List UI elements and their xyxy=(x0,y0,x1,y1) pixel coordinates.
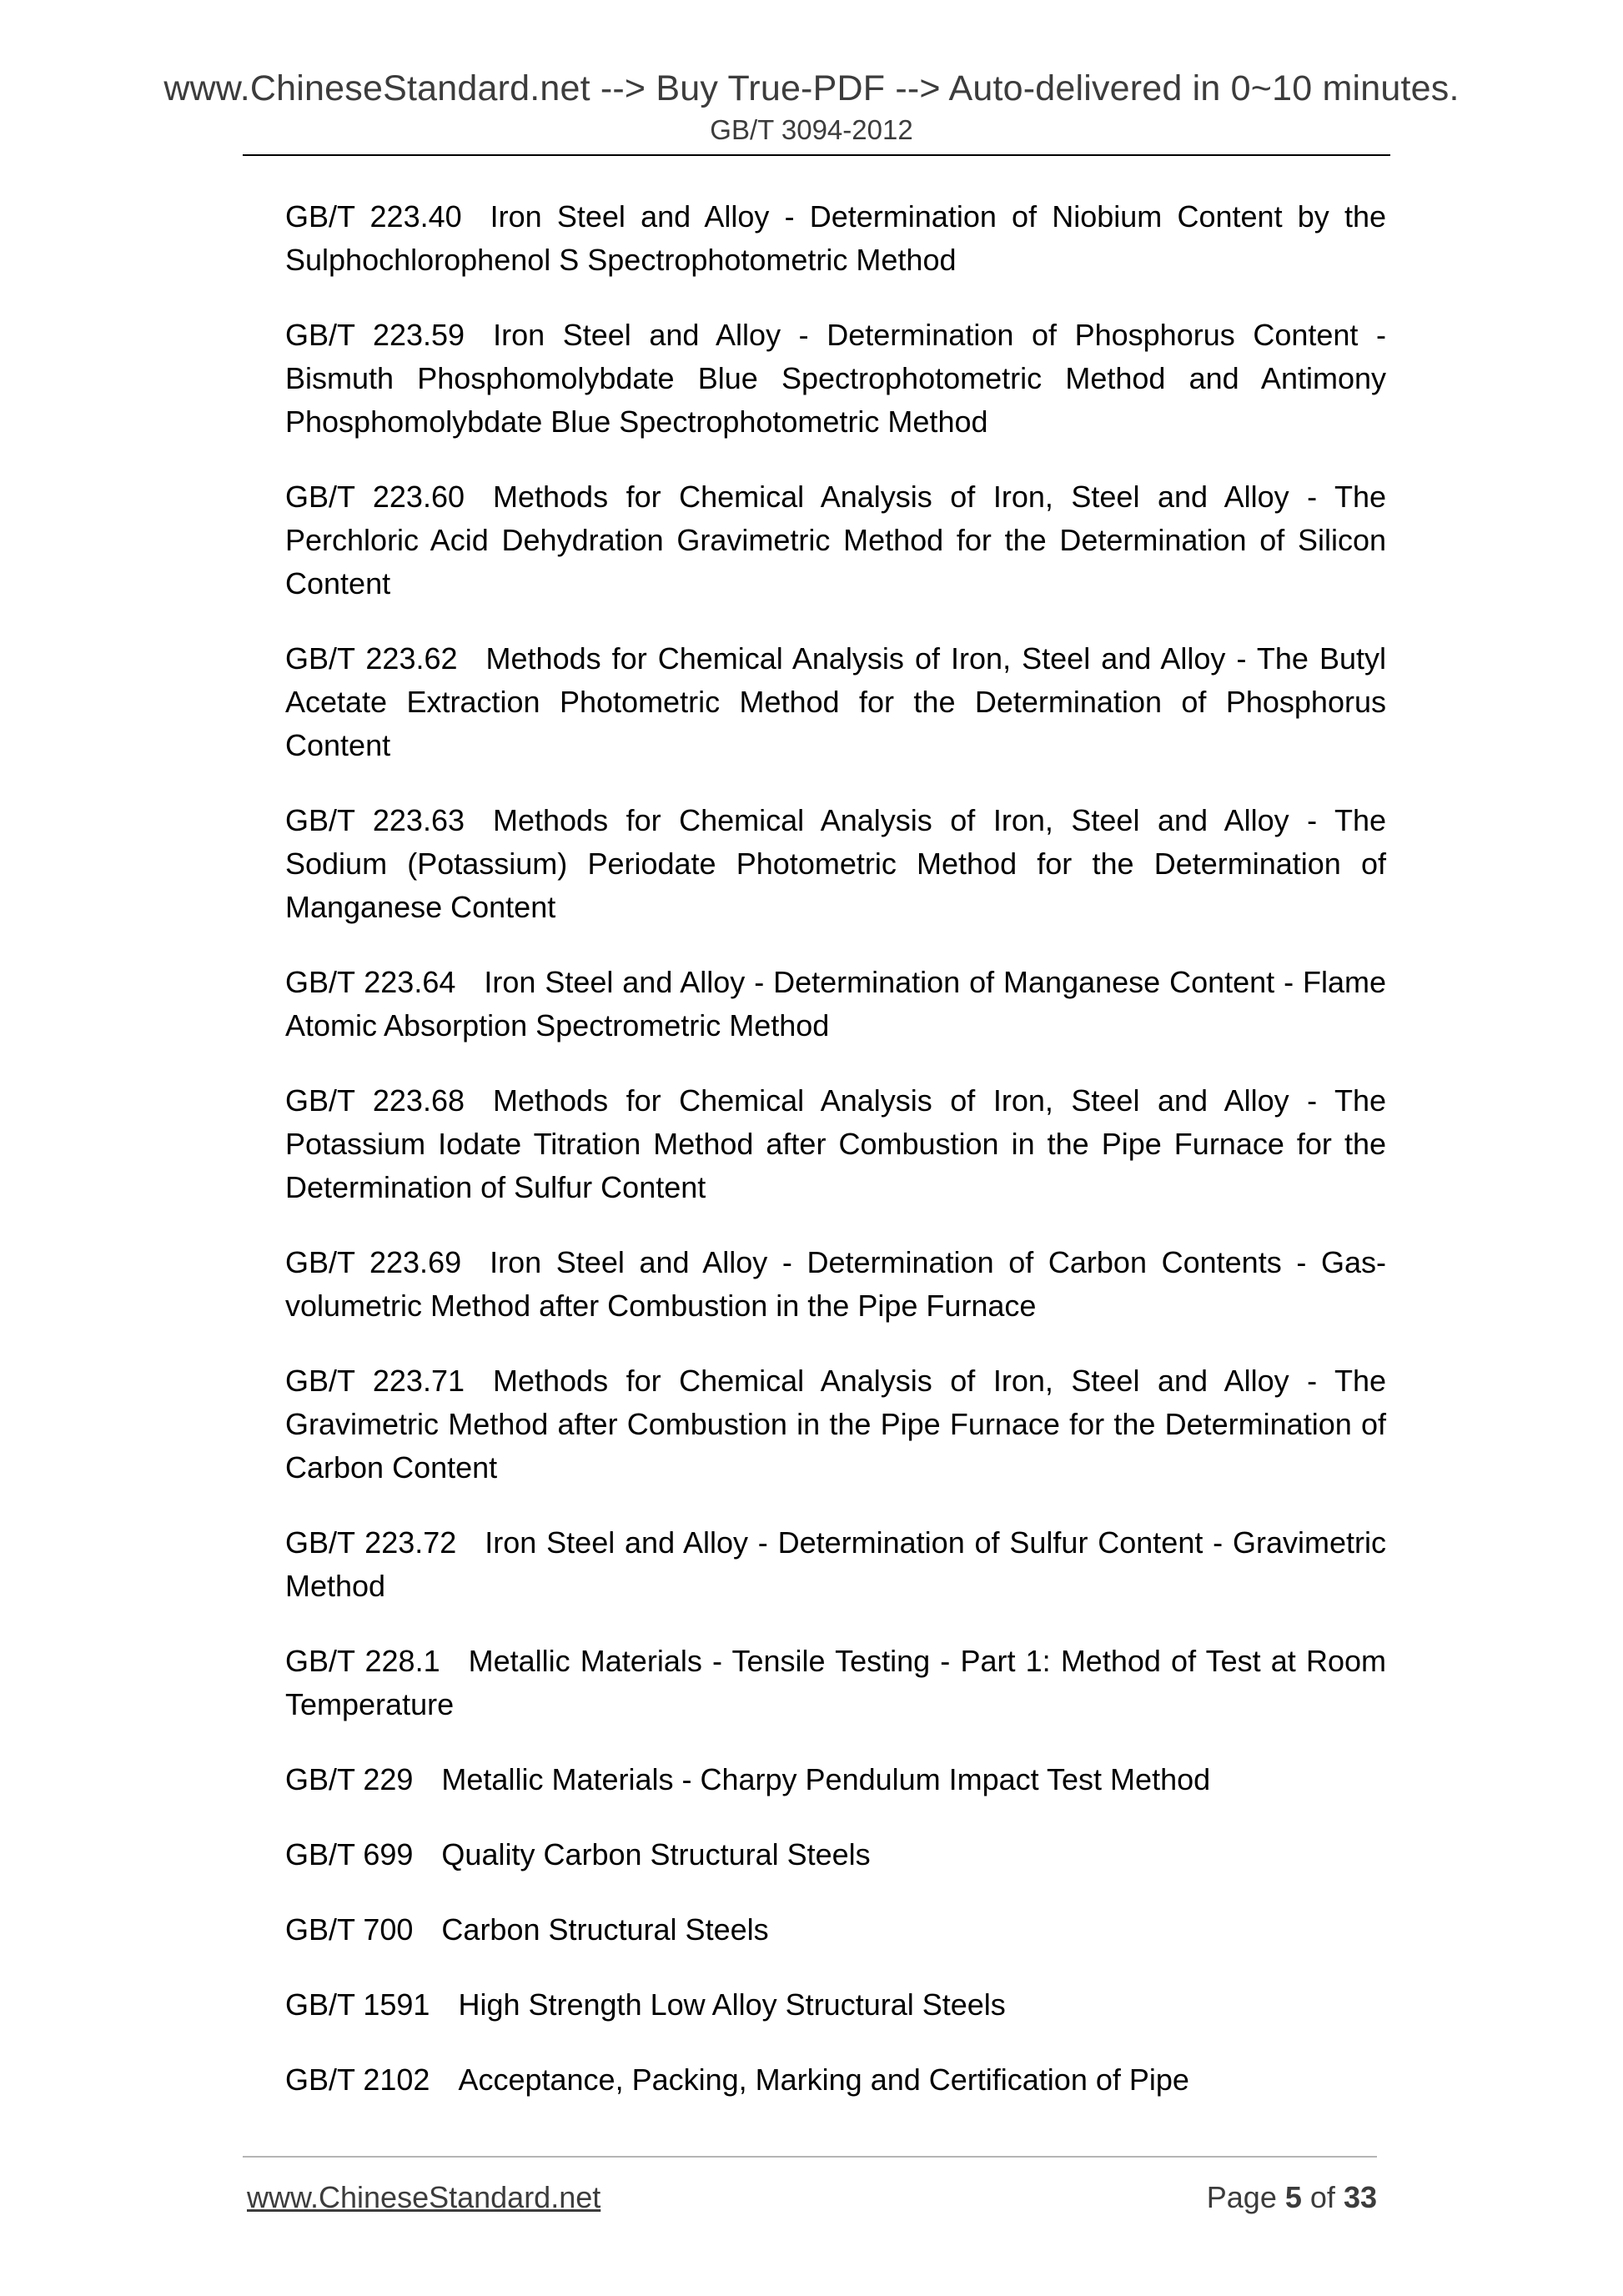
reference-item xyxy=(285,475,1386,605)
header-banner: www.ChineseStandard.net --> Buy True-PDF --> Auto-delivered in 0~10 minutes. xyxy=(163,68,1460,108)
reference-item xyxy=(285,314,1386,444)
reference-item xyxy=(285,1983,1386,2027)
page-current: 5 xyxy=(1284,2180,1302,2214)
reference-title: Iron Steel and Alloy - Determination of Phosphorus Content - Bismuth Phosphomolybdate Blue Spectrophotometric Method and Antimony Phosphomolybdate Blue Spectrophotometric Method xyxy=(285,318,1386,439)
reference-code: GB/T 1591 xyxy=(285,1987,430,2022)
reference-title: High Strength Low Alloy Structural Steels xyxy=(458,1987,1006,2022)
reference-code: GB/T 2102 xyxy=(285,2062,430,2097)
reference-title: Methods for Chemical Analysis of Iron, Steel and Alloy - The Potassium Iodate Titration Method after Combustion in the Pipe Furnace for the Determination of Sulfur Content xyxy=(285,1083,1387,1204)
reference-title: Iron Steel and Alloy - Determination of Sulfur Content - Gravimetric Method xyxy=(285,1525,1386,1603)
reference-title: Acceptance, Packing, Marking and Certification of Pipe xyxy=(458,2062,1189,2097)
page-number xyxy=(1207,2177,1377,2218)
reference-title: Metallic Materials - Tensile Testing - Part 1: Method of Test at Room Temperature xyxy=(285,1644,1386,1721)
reference-title: Quality Carbon Structural Steels xyxy=(441,1837,871,1871)
normative-references-list xyxy=(285,195,1386,2133)
reference-title: Methods for Chemical Analysis of Iron, Steel and Alloy - The Sodium (Potassium) Periodate Photometric Method for the Determination of Manganese Content xyxy=(285,803,1387,924)
header-divider xyxy=(243,154,1390,156)
reference-title: Iron Steel and Alloy - Determination of Carbon Contents - Gas-volumetric Method after Combustion in the Pipe Furnace xyxy=(285,1245,1386,1323)
reference-code: GB/T 223.60 xyxy=(285,480,465,514)
page-header xyxy=(0,67,1623,148)
reference-code: GB/T 223.40 xyxy=(285,199,462,234)
page-of: of xyxy=(1309,2180,1335,2214)
reference-item xyxy=(285,1640,1386,1726)
reference-item xyxy=(285,1359,1386,1490)
reference-code: GB/T 699 xyxy=(285,1837,414,1871)
reference-item xyxy=(285,799,1386,929)
reference-title: Iron Steel and Alloy - Determination of Niobium Content by the Sulphochlorophenol S Spectrophotometric Method xyxy=(285,199,1387,277)
page-total: 33 xyxy=(1343,2180,1377,2214)
footer-divider xyxy=(243,2156,1377,2158)
reference-title: Iron Steel and Alloy - Determination of Manganese Content - Flame Atomic Absorption Spectrometric Method xyxy=(285,965,1386,1042)
page-prefix: Page xyxy=(1206,2180,1277,2214)
reference-item xyxy=(285,637,1386,767)
reference-item xyxy=(285,1241,1386,1328)
reference-code: GB/T 223.62 xyxy=(285,641,458,676)
reference-code: GB/T 228.1 xyxy=(285,1644,440,1678)
reference-title: Carbon Structural Steels xyxy=(441,1912,769,1947)
reference-code: GB/T 223.59 xyxy=(285,318,465,352)
reference-code: GB/T 223.64 xyxy=(285,965,456,999)
reference-item xyxy=(285,195,1386,282)
reference-item xyxy=(285,1521,1386,1608)
footer-website-link[interactable]: www.ChineseStandard.net xyxy=(247,2180,601,2214)
reference-item xyxy=(285,1079,1386,1209)
reference-code: GB/T 229 xyxy=(285,1762,414,1796)
reference-code: GB/T 223.71 xyxy=(285,1364,465,1398)
reference-item xyxy=(285,1758,1386,1801)
reference-item xyxy=(285,1908,1386,1952)
reference-code: GB/T 223.72 xyxy=(285,1525,457,1560)
reference-item xyxy=(285,1833,1386,1876)
reference-title: Metallic Materials - Charpy Pendulum Impact Test Method xyxy=(441,1762,1211,1796)
reference-code: GB/T 223.69 xyxy=(285,1245,462,1279)
reference-code: GB/T 223.68 xyxy=(285,1083,465,1118)
reference-code: GB/T 700 xyxy=(285,1912,414,1947)
reference-item xyxy=(285,961,1386,1048)
header-standard-number: GB/T 3094-2012 xyxy=(710,114,913,145)
reference-title: Methods for Chemical Analysis of Iron, Steel and Alloy - The Gravimetric Method after Combustion in the Pipe Furnace for the Determination of Carbon Content xyxy=(285,1364,1387,1485)
reference-title: Methods for Chemical Analysis of Iron, Steel and Alloy - The Perchloric Acid Dehydration Gravimetric Method for the Determination of Silicon Content xyxy=(285,480,1387,600)
page-footer xyxy=(247,2177,1377,2218)
reference-code: GB/T 223.63 xyxy=(285,803,465,837)
reference-item xyxy=(285,2058,1386,2102)
reference-title: Methods for Chemical Analysis of Iron, Steel and Alloy - The Butyl Acetate Extraction Photometric Method for the Determination of Phosphorus Content xyxy=(285,641,1386,762)
